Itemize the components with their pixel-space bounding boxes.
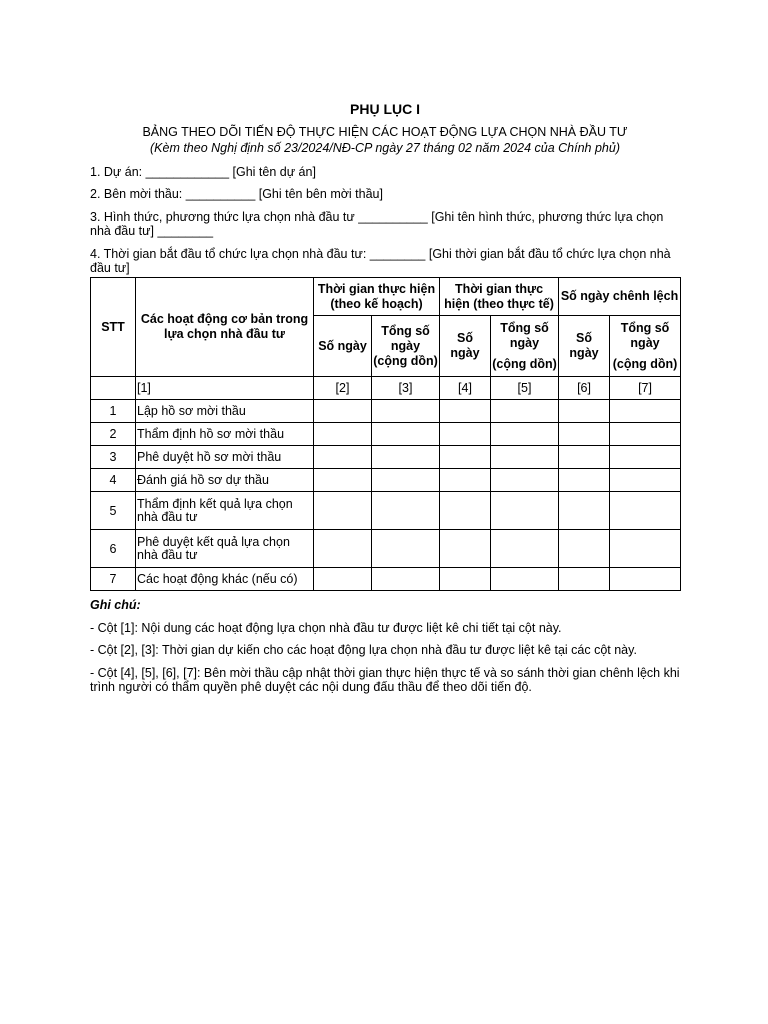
header-days-planned: Số ngày [314,316,372,377]
row-activity: Lập hồ sơ mời thầu [136,400,314,423]
row-stt: 2 [91,423,136,446]
header-stt: STT [91,278,136,377]
progress-table [90,277,681,591]
empty-cell [314,400,372,423]
row-stt: 1 [91,400,136,423]
header-actual-time: Thời gian thực hiện (theo thực tế) [440,278,559,316]
index-cell: [2] [314,377,372,400]
document-subtitle: BẢNG THEO DÕI TIẾN ĐỘ THỰC HIỆN CÁC HOẠT ĐỘNG LỰA CHỌN NHÀ ĐẦU TƯ [142,125,628,139]
header-total-difference-line2: (cộng dồn) [612,356,678,371]
empty-cell [314,530,372,568]
empty-cell [559,492,610,530]
empty-cell [372,446,440,469]
table-row [91,446,681,469]
table-row [91,400,681,423]
empty-cell [372,400,440,423]
index-cell: [6] [559,377,610,400]
empty-cell [372,469,440,492]
header-total-difference-line1: Tổng số ngày [620,320,670,350]
empty-cell [314,492,372,530]
note-item: - Cột [4], [5], [6], [7]: Bên mời thầu cập nhật thời gian thực hiện thực tế và so sánh thời gian chênh lệch khi trình người có thẩm quyền phê duyệt các nội dung đấu thầu để theo dõi tiến độ. [90,666,680,694]
empty-cell [491,446,559,469]
empty-cell [372,492,440,530]
empty-cell [559,423,610,446]
empty-cell [610,492,681,530]
empty-cell [610,400,681,423]
row-stt: 4 [91,469,136,492]
row-activity: Phê duyệt kết quả lựa chọn nhà đầu tư [136,530,314,568]
header-days-difference-count: Số ngày [559,316,610,377]
header-total-actual-line2: (cộng dồn) [492,356,557,371]
table-row [91,423,681,446]
row-stt: 3 [91,446,136,469]
header-days-difference: Số ngày chênh lệch [559,278,681,316]
empty-cell [440,400,491,423]
empty-cell [491,423,559,446]
header-total-planned: Tổng số ngày (cộng dồn) [372,316,440,377]
index-cell: [1] [136,377,314,400]
index-cell: [7] [610,377,681,400]
empty-cell [314,568,372,591]
header-planned-time: Thời gian thực hiện (theo kế hoạch) [314,278,440,316]
empty-cell [372,530,440,568]
field-selection-method: 3. Hình thức, phương thức lựa chọn nhà đầu tư __________ [Ghi tên hình thức, phương thức lựa chọn nhà đầu tư] ________ [90,210,664,238]
empty-cell [440,469,491,492]
index-row [91,377,681,400]
row-stt: 7 [91,568,136,591]
empty-cell [491,400,559,423]
row-activity: Phê duyệt hồ sơ mời thầu [136,446,314,469]
empty-cell [559,400,610,423]
index-cell [91,377,136,400]
empty-cell [372,423,440,446]
empty-cell [610,423,681,446]
table-row [91,530,681,568]
row-activity: Đánh giá hồ sơ dự thầu [136,469,314,492]
empty-cell [440,530,491,568]
header-total-difference [610,316,681,377]
header-days-actual: Số ngày [440,316,491,377]
empty-cell [610,568,681,591]
row-activity: Thẩm định kết quả lựa chọn nhà đầu tư [136,492,314,530]
empty-cell [440,446,491,469]
row-activity: Các hoạt động khác (nếu có) [136,568,314,591]
table-row [91,469,681,492]
header-total-actual-line1: Tổng số ngày [500,320,549,350]
row-stt: 5 [91,492,136,530]
table-row [91,568,681,591]
field-project: 1. Dự án: ____________ [Ghi tên dự án] [90,165,316,179]
empty-cell [610,446,681,469]
empty-cell [372,568,440,591]
empty-cell [610,469,681,492]
empty-cell [314,423,372,446]
row-activity: Thẩm định hồ sơ mời thầu [136,423,314,446]
empty-cell [559,530,610,568]
index-cell: [3] [372,377,440,400]
document-reference: (Kèm theo Nghị định số 23/2024/NĐ-CP ngày 27 tháng 02 năm 2024 của Chính phủ) [150,141,620,155]
header-activity: Các hoạt động cơ bản trong lựa chọn nhà đầu tư [136,278,314,377]
header-total-actual [491,316,559,377]
index-cell: [4] [440,377,491,400]
notes-heading: Ghi chú: [90,598,141,612]
table-row [91,492,681,530]
empty-cell [559,446,610,469]
empty-cell [559,469,610,492]
row-stt: 6 [91,530,136,568]
note-item: - Cột [2], [3]: Thời gian dự kiến cho các hoạt động lựa chọn nhà đầu tư được liệt kê tại các cột này. [90,643,637,657]
empty-cell [491,530,559,568]
empty-cell [314,446,372,469]
empty-cell [491,469,559,492]
field-start-time: 4. Thời gian bắt đầu tổ chức lựa chọn nhà đầu tư: ________ [Ghi thời gian bắt đầu tổ chức lựa chọn nhà đầu tư] [90,247,671,275]
empty-cell [491,492,559,530]
empty-cell [440,423,491,446]
note-item: - Cột [1]: Nội dung các hoạt động lựa chọn nhà đầu tư được liệt kê chi tiết tại cột này. [90,621,562,635]
field-inviting-party: 2. Bên mời thầu: __________ [Ghi tên bên mời thầu] [90,187,383,201]
page-title: PHỤ LỤC I [350,101,420,117]
empty-cell [314,469,372,492]
empty-cell [440,492,491,530]
index-cell: [5] [491,377,559,400]
empty-cell [559,568,610,591]
empty-cell [440,568,491,591]
empty-cell [610,530,681,568]
empty-cell [491,568,559,591]
